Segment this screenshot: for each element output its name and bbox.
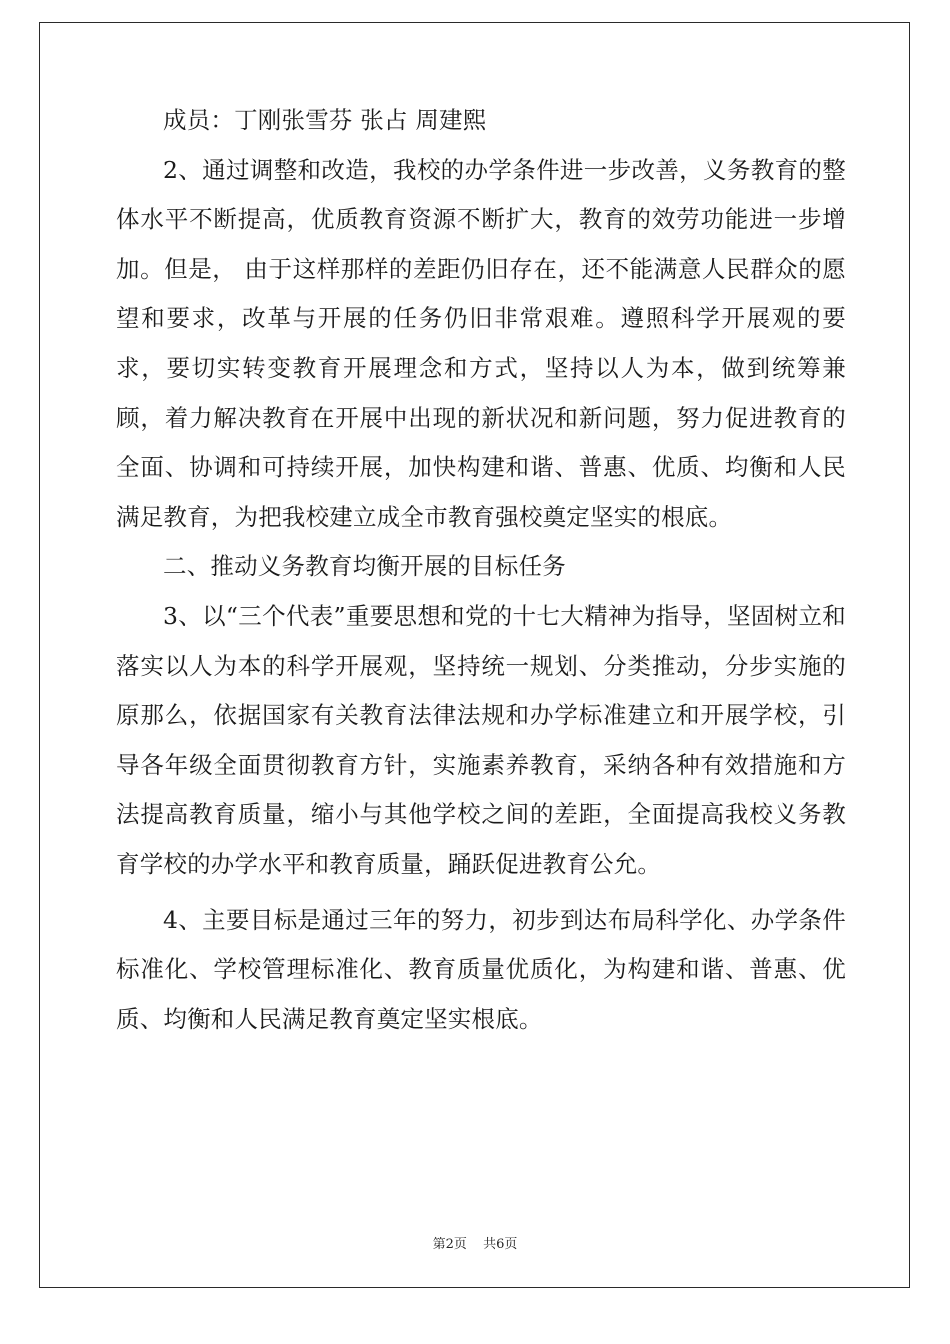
paragraph-members: 成员：丁刚张雪芬 张占 周建熙 [163,106,487,134]
page-count: 共6页 [483,1237,518,1252]
paragraph-3: 3、以“三个代表”重要思想和党的十七大精神为指导，坚固树立和落实以人为本的科学开展观，坚持统一规划、分类推动，分步实施的原那么，依据国家有关教育法律法规和办学标准建立和开展学校，引导各年级全面贯彻教育方针，实施素养教育，采纳各种有效措施和方法提高教育质量，缩小与其他学校之间的差距，全面提高我校义务教育学校的办学水平和教育质量，踊跃促进教育公允。 [116,601,846,878]
document-body [116,96,846,1044]
section-heading-2: 二、推动义务教育均衡开展的目标任务 [163,552,566,581]
page-number: 第2页 [432,1237,467,1252]
page-footer [0,1233,950,1252]
paragraph-4: 4、主要目标是通过三年的努力，初步到达布局科学化、办学条件标准化、学校管理标准化、教育质量优质化，为构建和谐、普惠、优质、均衡和人民满足教育奠定坚实根底。 [116,905,846,1033]
paragraph-2: 2、通过调整和改造，我校的办学条件进一步改善，义务教育的整体水平不断提高，优质教育资源不断扩大，教育的效劳功能进一步增加。但是， 由于这样那样的差距仍旧存在，还不能满意人民群众的愿望和要求，改革与开展的任务仍旧非常艰难。遵照科学开展观的要求，要切实转变教育开展理念和方式，坚持以人为本，做到统筹兼顾，着力解决教育在开展中出现的新状况和新问题，努力促进教育的全面、协调和可持续开展，加快构建和谐、普惠、优质、均衡和人民满足教育，为把我校建立成全市教育强校奠定坚实的根底。 [116,155,846,531]
